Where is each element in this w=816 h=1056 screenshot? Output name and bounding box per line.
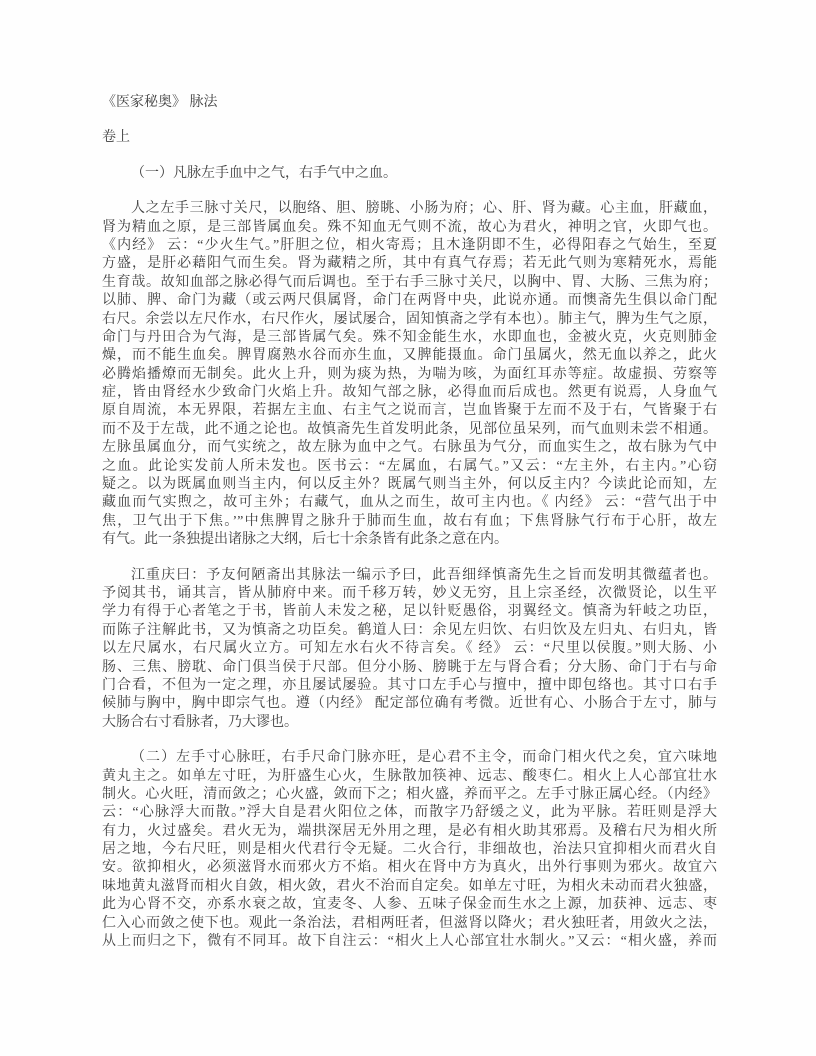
text-line: 此为心肾不交，亦系水衰之故，宜麦冬、人参、五味子保金而生水之上源，加获神、远志、枣 bbox=[102, 897, 717, 913]
text-line: 人之左手三脉寸关尺，以胞络、胆、膀眺、小肠为府；心、肝、肾为藏。心主血，肝藏血， bbox=[131, 201, 717, 217]
text-line: 从上而归之下，微有不同耳。故下自注云：“相火上人心部宜壮水制火。”又云：“相火盛，养而 bbox=[102, 934, 717, 950]
text-line: 有气。此一条独提出诸脉之大纲，后七十余条皆有此条之意在内。 bbox=[102, 532, 508, 548]
text-line: 黄丸主之。如单左寸旺，为肝盛生心火，生脉散加筷神、远志、酸枣仁。相火上人心部宜壮水 bbox=[102, 768, 717, 784]
text-line: 制火。心火旺，清而敛之；心火盛，敛而下之；相火盛，养而平之。左手寸脉正属心经。（内经》 bbox=[102, 786, 717, 802]
text-line: 肾为精血之原，是三部皆属血矣。殊不知血无气则不流，故心为君火，神明之官，火即气也。 bbox=[102, 219, 717, 235]
volume-heading: 卷上 bbox=[102, 130, 130, 146]
text-line: 有力，火过盛矣。君火无为，端拱深居无外用之理，是必有相火助其邪焉。及稽右尺为相火所 bbox=[102, 823, 717, 839]
text-line: 命门与丹田合为气海，是三部皆属气矣。殊不知金能生水，水即血也，金被火克，火克则肺金 bbox=[102, 329, 717, 345]
text-line: 门合看，不但为一定之理，亦且屡试屡验。其寸口左手心与擅中，擅中即包络也。其寸口右手 bbox=[102, 677, 717, 693]
paragraph bbox=[102, 567, 717, 733]
text-line: 肠、三焦、膀耽、命门俱当侯于尺部。但分小肠、膀眺于左与肾合看；分大肠、命门于右与命 bbox=[102, 659, 717, 675]
text-line: 而不及于左哉，此不通之论也。故慎斋先生首发明此条，见部位虽呆列，而气血则未尝不相通。 bbox=[102, 421, 717, 437]
text-line: （二）左手寸心脉旺，右手尺命门脉亦旺，是心君不主令，而命门相火代之矣，宜六味地 bbox=[131, 750, 717, 766]
text-line: 疑之。以为既属血则当主内，何以反主外？既属气则当主外，何以反主内？今读此论而知，左 bbox=[102, 477, 717, 493]
text-line: 大肠合右寸看脉者，乃大谬也。 bbox=[102, 714, 298, 730]
text-line: 焦，卫气出于下焦。’”中焦脾胃之脉升于肺而生血，故右有血；下焦肾脉气行布于心肝，故左 bbox=[102, 513, 717, 529]
text-line: 右尺。余尝以左尺作水，右尺作火，屡试屡合，固知慎斋之学有本也）。肺主气，脾为生气之原， bbox=[102, 311, 717, 327]
text-line: （一）凡脉左手血中之气，右手气中之血。 bbox=[131, 165, 397, 181]
text-line: 仁入心而敛之使下也。观此一条治法，君相两旺者，但滋肾以降火；君火独旺者，用敛火之法， bbox=[102, 915, 717, 931]
text-line: 方盛，是肝必藉阳气而生矣。肾为藏精之所，其中有真气存焉；若无此气则为寒精死水，焉能 bbox=[102, 256, 717, 272]
paragraph bbox=[102, 749, 717, 951]
text-line: 予阅其书，诵其言，皆从肺府中来。而千移万转，妙义无穷，且上宗圣经，次微贤论，以生平 bbox=[102, 585, 717, 601]
text-line: 江重庆曰：予友何陋斋出其脉法一编示予曰，此吾细绎慎斋先生之旨而发明其微蕴者也。 bbox=[131, 567, 717, 583]
text-line: 藏血而气实煦之，故可主外；右藏气，血从之而生，故可主内也。《 内经》 云：“营气出于中 bbox=[102, 495, 717, 511]
document-body bbox=[102, 94, 717, 968]
text-line: 学力有得于心者笔之于书，皆前人未发之秘，足以针贬愚俗，羽翼经文。慎斋为轩岐之功臣， bbox=[102, 604, 717, 620]
text-line: 必腾焰播燎而无制矣。此火上升，则为痰为热，为喘为咳，为面红耳赤等症。故虚损、劳察等 bbox=[102, 366, 717, 382]
text-line: 居之地，今右尺旺，则是相火代君行令无疑。二火合行，非细故也，治法只宜抑相火而君火自 bbox=[102, 842, 717, 858]
text-line: 症，皆由肾经水少致命门火焰上升。故知气部之脉，必得血而后成也。然更有说焉，人身血气 bbox=[102, 385, 717, 401]
text-line: 燥，而不能生血矣。脾胃腐熟水谷而亦生血，又脾能摄血。命门虽属火，然无血以养之，此火 bbox=[102, 348, 717, 364]
text-line: 以肺、脾、命门为藏（或云两尺俱属肾，命门在两肾中央，此说亦通。而懊斋先生俱以命门配 bbox=[102, 293, 717, 309]
text-line: 以左尺属水，右尺属火立方。可知左水右火不待言矣。《 经》 云：“尺里以侯腹。”则大肠、小 bbox=[102, 641, 717, 657]
paragraph bbox=[102, 165, 717, 183]
text-line: 左脉虽属血分，而气实统之，故左脉为血中之气。右脉虽为气分，而血实生之，故右脉为气中 bbox=[102, 440, 717, 456]
text-line: 候肺与胸中，胸中即宗气也。遵（内经》 配定部位确有考微。近世有心、小肠合于左寸，肺与 bbox=[102, 696, 717, 712]
text-line: 《内经》 云：“少火生气。”肝胆之位，相火寄焉；且木逢阴即不生，必得阳春之气始生，至夏 bbox=[102, 237, 717, 253]
text-line: 而陈子注解此书，又为慎斋之功臣矣。鹤道人曰：余见左归饮、右归饮及左归丸、右归丸，皆 bbox=[102, 622, 717, 638]
text-line: 安。欲抑相火，必须滋肾水而邪火方不焰。相火在肾中方为真火，出外行事则为邪火。故宜六 bbox=[102, 860, 717, 876]
text-line: 味地黄丸滋肾而相火自敛，相火敛，君火不治而自定矣。如单左寸旺，为相火未动而君火独盛， bbox=[102, 878, 717, 894]
paragraph bbox=[102, 200, 717, 549]
document-title: 《医家秘奥》 脉法 bbox=[102, 95, 218, 110]
text-line: 之血。此论实发前人所未发也。医书云：“左属血，右属气。”又云：“左主外，右主内。”心窃 bbox=[102, 458, 717, 474]
text-line: 原自周流，本无界限，若据左主血、右主气之说而言，岂血皆聚于左而不及于右，气皆聚于右 bbox=[102, 403, 717, 419]
text-line: 云：“心脉浮大而散。”浮大自是君火阳位之体，而散字乃舒缓之义，此为平脉。若旺则是浮大 bbox=[102, 805, 717, 821]
text-line: 生育哉。故知血部之脉必得气而后调也。至于右手三脉寸关尺，以胸中、胃、大肠、三焦为府； bbox=[102, 274, 717, 290]
